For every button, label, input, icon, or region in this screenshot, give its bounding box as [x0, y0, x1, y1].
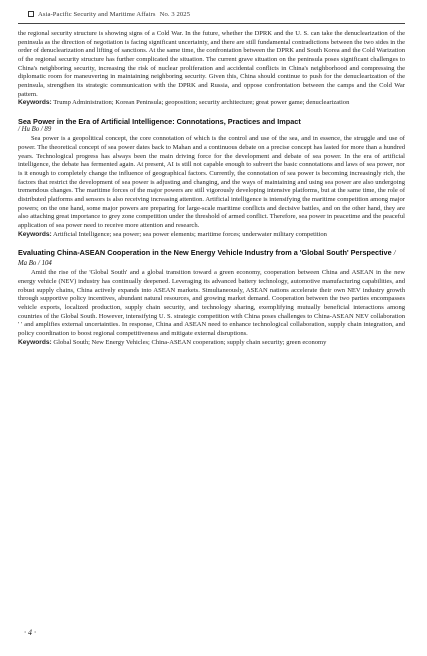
keywords-text: Trump Administration; Korean Peninsula; geoposition; security architecture; great power game; denuclearization — [53, 99, 350, 107]
article-title — [18, 248, 405, 268]
article-title-text: Sea Power in the Era of Artificial Intelligence: Connotations, Practices and Impact — [18, 116, 301, 126]
journal-name: Asia-Pacific Security and Maritime Affairs — [38, 10, 156, 18]
header-rule — [18, 23, 405, 24]
article-abstract: Sea power is a geopolitical concept, the core connotation of which is the control and use of the sea, and in essence, the struggle and use of power. The theoretical concept of sea power dates back to Mahan and a continuous debate on a precise concept has lasted for more than a hundred years. Technological progress has always been the main driving force for the development and debate of sea power. In the era of artificial intelligence, the debate has fermented again. At present, AI is still not capable enough to subvert the basic connotations and laws of sea power, nor is it enough to completely change the influence of geographical factors. Currently, the connotation of sea power is becoming increasingly rich, the factors that restrict the development of sea power is adjusting and changing, and the ways of maintaining and using sea power are also undergoing tremendous changes. The maritime forces of the major powers are still vigorously developing intensive platforms, but at the same time, the role of distributed platforms and sensors is also receiving increasing attention. Artificial intelligence is intensifying the maritime competition among major powers; on the one hand, some major powers are preparing for large-scale maritime conflicts and decisive battles, and on the other hand, they are also attaching great importance to grey zone competition under the threshold of armed conflict. Therefore, sea power in peacetime and the peaceful application of sea power need to receive more attention and research. — [18, 135, 405, 229]
article-title — [18, 117, 405, 126]
keywords-text: Global South; New Energy Vehicles; China-ASEAN cooperation; supply chain security; green economy — [53, 338, 327, 346]
page-number: · 4 · — [24, 628, 36, 637]
article-keywords — [18, 231, 405, 240]
issue-number: No. 3 2025 — [159, 10, 191, 18]
article-author — [18, 126, 405, 135]
intro-abstract: the regional security structure is showing signs of a Cold War. In the future, whether the DPRK and the U. S. can take the denuclearization of the peninsula as the direction of negotiation is facing significant uncertainty, and there are still fundamental contradictions between the two sides in the order of denuclearization and lifting of sanctions. At the same time, the confrontation between the DPRK and South Korea and the Cold Warization of the regional security structure has further complicated the situation. The current grave situation on the peninsula poses significant challenges to China's neighboring security, increasing the risk of nuclear proliferation and accidental conflicts in China's neighborhood and compressing the diplomatic room for maneuvering in maintaining neighboring security. Given this, China should continue to push for the denuclearization of the peninsula, strengthen its strategic communication with the DPRK and Russia, and oppose confrontation between the camps and the Cold War pattern. — [18, 30, 405, 98]
author-text: / Ma Bo / 104 — [18, 250, 396, 268]
intro-keywords — [18, 99, 405, 108]
article-keywords — [18, 339, 405, 348]
keywords-label: Keywords: — [18, 338, 52, 346]
article-abstract: Amid the rise of the 'Global South' and a global transition toward a green economy, cooperation between China and ASEAN in the new energy vehicle (NEV) industry has continually deepened. Leveraging its advanced battery technology, automotive manufacturing capabilities, and robust supply chains, China actively expands into ASEAN markets. Simultaneously, ASEAN nations accelerate their own NEV industry growth through supportive policy incentives, abundant natural resources, and growing market demand. Cooperation between the two parties encompasses vehicle exports, localized production, supply chain security, and technology sharing, exemplifying mutually beneficial interactions among countries of the Global South. However, intensifying U. S. strategic competition with China poses challenges to China-ASEAN NEV collaboration ' ' and amplifies external uncertainties. In response, China and ASEAN need to enhance technological collaboration, supply chain integration, and policy coordination to boost regional competitiveness and mitigate external disruptions. — [18, 269, 405, 337]
square-icon — [28, 11, 34, 17]
document-page — [18, 8, 405, 347]
keywords-text: Artificial Intelligence; sea power; sea power elements; maritime forces; underwater military competition — [53, 230, 327, 238]
author-text: / Hu Bo / 89 — [18, 125, 52, 133]
article-title-text: Evaluating China-ASEAN Cooperation in the New Energy Vehicle Industry from a 'Global South' Perspective — [18, 248, 392, 258]
keywords-label: Keywords: — [18, 230, 52, 238]
keywords-label: Keywords: — [18, 99, 52, 107]
running-head — [28, 8, 405, 20]
